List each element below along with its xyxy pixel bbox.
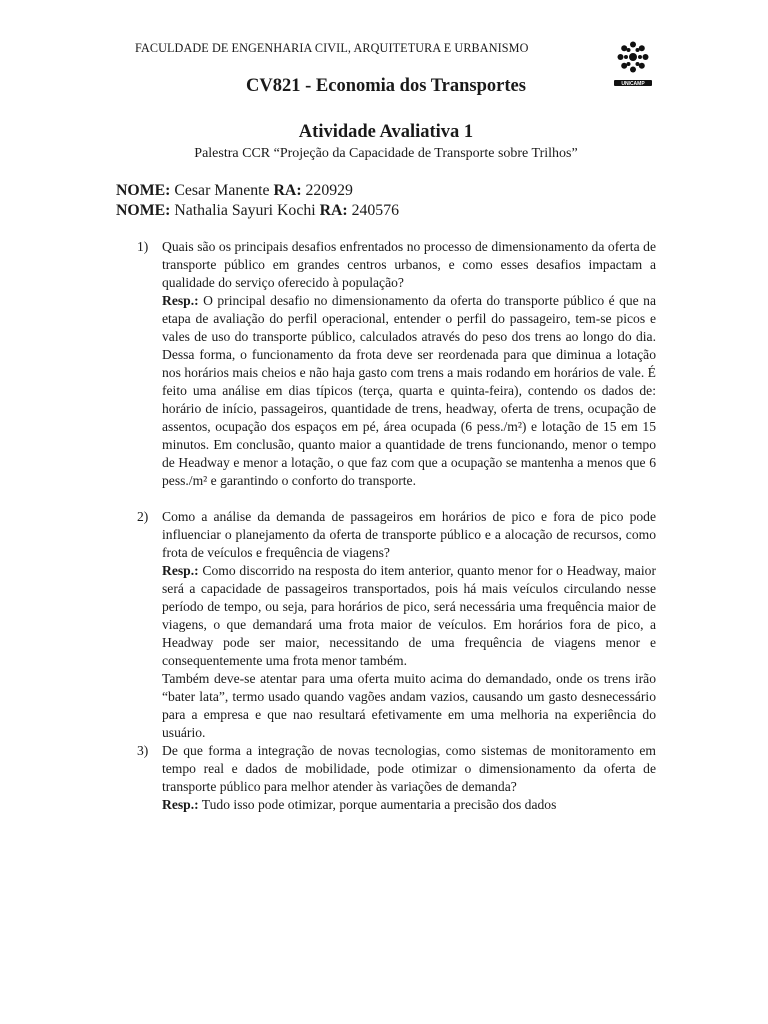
answer-text	[162, 796, 656, 814]
student-list	[116, 181, 399, 221]
question-text: Quais são os principais desafios enfrentados no processo de dimensionamento da oferta de transporte público em grandes centros urbanos, e como esses desafios impactam a qualidade do serviço oferecido à população?	[162, 239, 656, 290]
faculty-header: FACULDADE DE ENGENHARIA CIVIL, ARQUITETURA E URBANISMO	[135, 41, 529, 55]
course-title: CV821 - Economia dos Transportes	[246, 76, 526, 96]
lecture-subtitle: Palestra CCR “Projeção da Capacidade de Transporte sobre Trilhos”	[194, 146, 578, 161]
resp-label: Resp.:	[162, 293, 199, 308]
student-name: Cesar Manente	[174, 182, 270, 199]
question-number: 3)	[137, 743, 149, 758]
activity-title: Atividade Avaliativa 1	[298, 122, 474, 142]
ra-label: RA:	[273, 182, 302, 199]
answer-body: O principal desafio no dimensionamento da oferta do transporte público é que na etapa de avaliação do perfil operacional, entender o perfil do passageiro, tem-se picos e vales de uso do transporte público, calculados através do peso dos trens ao longo do dia. Dessa forma, o funcionamento da frota deve ser reordenada para que diminua a lotação nos horários mais cheios e não haja gasto com trens a mais rodando em horários de vale. É feito uma análise em dias típicos (terça, quarta e quinta-feira), contendo os dados de: horário de início, passageiros, quantidade de trens, headway, oferta de trens, ocupação de assentos, ocupação dos espaços em pé, área ocupada (6 pess./m²) e lotação de 15 em 15 minutos. Em conclusão, quanto maior a quantidade de trens funcionando, menor o tempo de Headway e menor a lotação, o que faz com que a ocupação se mantenha a menos que 6 pess./m² e garantindo o conforto do transporte.	[162, 293, 656, 488]
resp-label: Resp.:	[162, 563, 199, 578]
question-number: 1)	[137, 239, 149, 254]
student-ra: 220929	[305, 182, 353, 199]
logo-text: UNICAMP	[621, 81, 645, 87]
name-label: NOME:	[116, 182, 171, 199]
question-item-2	[0, 508, 656, 742]
name-label: NOME:	[116, 202, 171, 219]
answer-extra-paragraph: Também deve-se atentar para uma oferta muito acima do demandado, onde os trens irão “bater lata”, termo usado quando vagões andam vazios, causando um gasto desnecessário para a empresa e que nao resultará efetivamente em uma melhoria na experiência do usuário.	[162, 671, 656, 740]
question-text: Como a análise da demanda de passageiros em horários de pico e fora de pico pode influenciar o planejamento da oferta de transporte público e a alocação de recursos, como frota de veículos e frequência de viagens?	[162, 509, 656, 560]
answer-body: Tudo isso pode otimizar, porque aumentaria a precisão dos dados	[201, 797, 557, 812]
question-item-1	[0, 238, 656, 490]
student-ra: 240576	[351, 202, 399, 219]
question-list	[0, 238, 768, 814]
question-number: 2)	[137, 509, 149, 524]
ra-label: RA:	[319, 202, 348, 219]
resp-label: Resp.:	[162, 797, 199, 812]
answer-text	[162, 292, 656, 490]
question-item-3	[0, 742, 656, 814]
answer-text	[162, 562, 656, 670]
question-text: De que forma a integração de novas tecnologias, como sistemas de monitoramento em tempo real e dados de mobilidade, pode otimizar o dimensionamento da oferta de transporte público para melhor atender às variações de demanda?	[162, 743, 656, 794]
student-line	[116, 201, 399, 221]
student-line	[116, 181, 399, 201]
student-name: Nathalia Sayuri Kochi	[174, 202, 316, 219]
answer-body: Como discorrido na resposta do item anterior, quanto menor for o Headway, maior será a capacidade de passageiros transportados, pois há mais veículos circulando nesse período de tempo, ou seja, para horários de pico, será necessária uma frequência maior de viagens, o que demandará uma frota maior de veículos. Em horários fora de pico, a Headway pode ser maior, necessitando de uma frequência de viagens menor e consequentemente uma frota menor também.	[162, 563, 656, 668]
